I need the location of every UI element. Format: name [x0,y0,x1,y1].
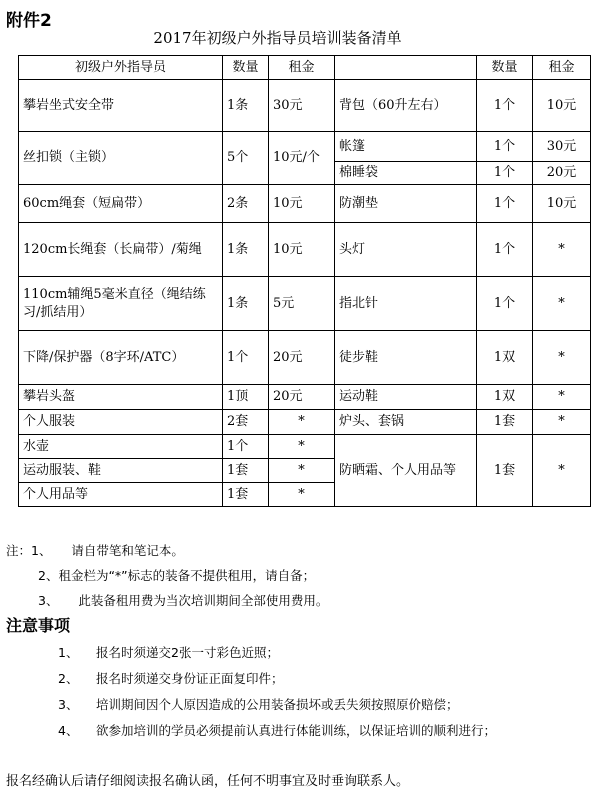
item-qty: 1条 [223,223,269,277]
item-qty: 1双 [477,385,533,410]
header-name-right [335,56,477,80]
header-name: 初级户外指导员 [19,56,223,80]
item-qty: 1个 [477,185,533,223]
note-num: 2、 [38,568,59,583]
item-qty: 1个 [477,80,533,132]
item-name: 下降/保护器（8字环/ATC） [19,331,223,385]
item-qty: 2套 [223,410,269,435]
note-item [6,538,328,563]
item-name: 个人用品等 [19,483,223,507]
attention-text: 报名时须递交身份证正面复印件； [96,671,284,686]
attention-num: 1、 [58,645,79,660]
item-rent: 5元 [269,277,335,331]
item-qty: 1顶 [223,385,269,410]
item-rent: * [533,385,591,410]
item-qty: 1双 [477,331,533,385]
item-qty: 1个 [477,162,533,185]
item-rent: 10元/个 [269,132,335,185]
item-rent: * [269,483,335,507]
item-qty: 1套 [477,410,533,435]
table-row [19,331,591,385]
item-qty: 1套 [223,483,269,507]
item-rent: 10元 [533,185,591,223]
item-rent: 10元 [533,80,591,132]
item-rent: * [269,410,335,435]
item-rent: * [533,277,591,331]
item-rent: * [269,459,335,483]
table-row [19,185,591,223]
item-rent: 20元 [269,385,335,410]
item-name: 运动鞋 [335,385,477,410]
item-name: 运动服装、鞋 [19,459,223,483]
item-name: 防潮垫 [335,185,477,223]
table-row [19,80,591,132]
item-name: 帐篷 [335,132,477,162]
item-qty: 1条 [223,277,269,331]
attachment-label: 附件2 [6,11,52,31]
header-qty: 数量 [223,56,269,80]
attention-item [58,640,496,666]
item-rent: 30元 [269,80,335,132]
item-name: 徒步鞋 [335,331,477,385]
item-name: 110cm辅绳5毫米直径（绳结练习/抓结用） [19,277,223,331]
attention-item [58,692,496,718]
item-name: 60cm绳套（短扁带） [19,185,223,223]
item-rent: 30元 [533,132,591,162]
table-row [19,385,591,410]
item-rent: * [269,435,335,459]
final-note: 报名经确认后请仔细阅读报名确认函，任何不明事宜及时垂询联系人。 [6,774,410,789]
header-qty-right: 数量 [477,56,533,80]
note-num: 3、 [38,593,59,608]
note-text: 租金栏为“*”标志的装备不提供租用，请自备； [58,568,316,583]
header-rent-right: 租金 [533,56,591,80]
item-name: 120cm长绳套（长扁带）/菊绳 [19,223,223,277]
item-rent: 20元 [269,331,335,385]
item-qty: 5个 [223,132,269,185]
item-name: 指北针 [335,277,477,331]
item-qty: 1个 [477,223,533,277]
item-qty: 2条 [223,185,269,223]
note-text: 请自带笔和笔记本。 [71,543,184,558]
table-row [19,435,591,459]
table-row [19,410,591,435]
attention-num: 3、 [58,697,79,712]
header-rent: 租金 [269,56,335,80]
item-qty: 1条 [223,80,269,132]
item-qty: 1个 [223,435,269,459]
table-header-row [19,56,591,80]
table-row [19,132,591,162]
item-rent: * [533,223,591,277]
item-qty: 1个 [477,132,533,162]
notes [6,538,328,613]
table-row [19,277,591,331]
attention-num: 4、 [58,723,79,738]
item-name: 丝扣锁（主锁） [19,132,223,185]
item-name: 攀岩头盔 [19,385,223,410]
item-rent: 20元 [533,162,591,185]
equipment-table [18,55,591,507]
note-text: 此装备租用费为当次培训期间全部使用费用。 [78,593,329,608]
item-name: 棉睡袋 [335,162,477,185]
attention-list [58,640,496,744]
table-row [19,223,591,277]
attention-text: 欲参加培训的学员必须提前认真进行体能训练，以保证培训的顺利进行； [96,723,497,738]
page-title: 2017年初级户外指导员培训装备清单 [153,29,402,47]
item-name: 攀岩坐式安全带 [19,80,223,132]
item-qty: 1个 [477,277,533,331]
item-rent: * [533,331,591,385]
attention-item [58,718,496,744]
note-num: 1、 [31,543,52,558]
note-item [6,588,328,613]
notes-prefix: 注： [6,543,32,558]
attention-text: 报名时须递交2张一寸彩色近照； [96,645,279,660]
item-rent: * [533,435,591,507]
item-name: 头灯 [335,223,477,277]
item-name: 背包（60升左右） [335,80,477,132]
item-name: 防晒霜、个人用品等 [335,435,477,507]
item-qty: 1套 [223,459,269,483]
item-name: 水壶 [19,435,223,459]
attention-num: 2、 [58,671,79,686]
item-qty: 1个 [223,331,269,385]
item-rent: * [533,410,591,435]
attention-text: 培训期间因个人原因造成的公用装备损坏或丢失须按照原价赔偿； [96,697,459,712]
item-name: 个人服装 [19,410,223,435]
note-item [6,563,328,588]
item-qty: 1套 [477,435,533,507]
attention-item [58,666,496,692]
item-name: 炉头、套锅 [335,410,477,435]
item-rent: 10元 [269,223,335,277]
item-rent: 10元 [269,185,335,223]
attention-heading: 注意事项 [6,616,71,635]
